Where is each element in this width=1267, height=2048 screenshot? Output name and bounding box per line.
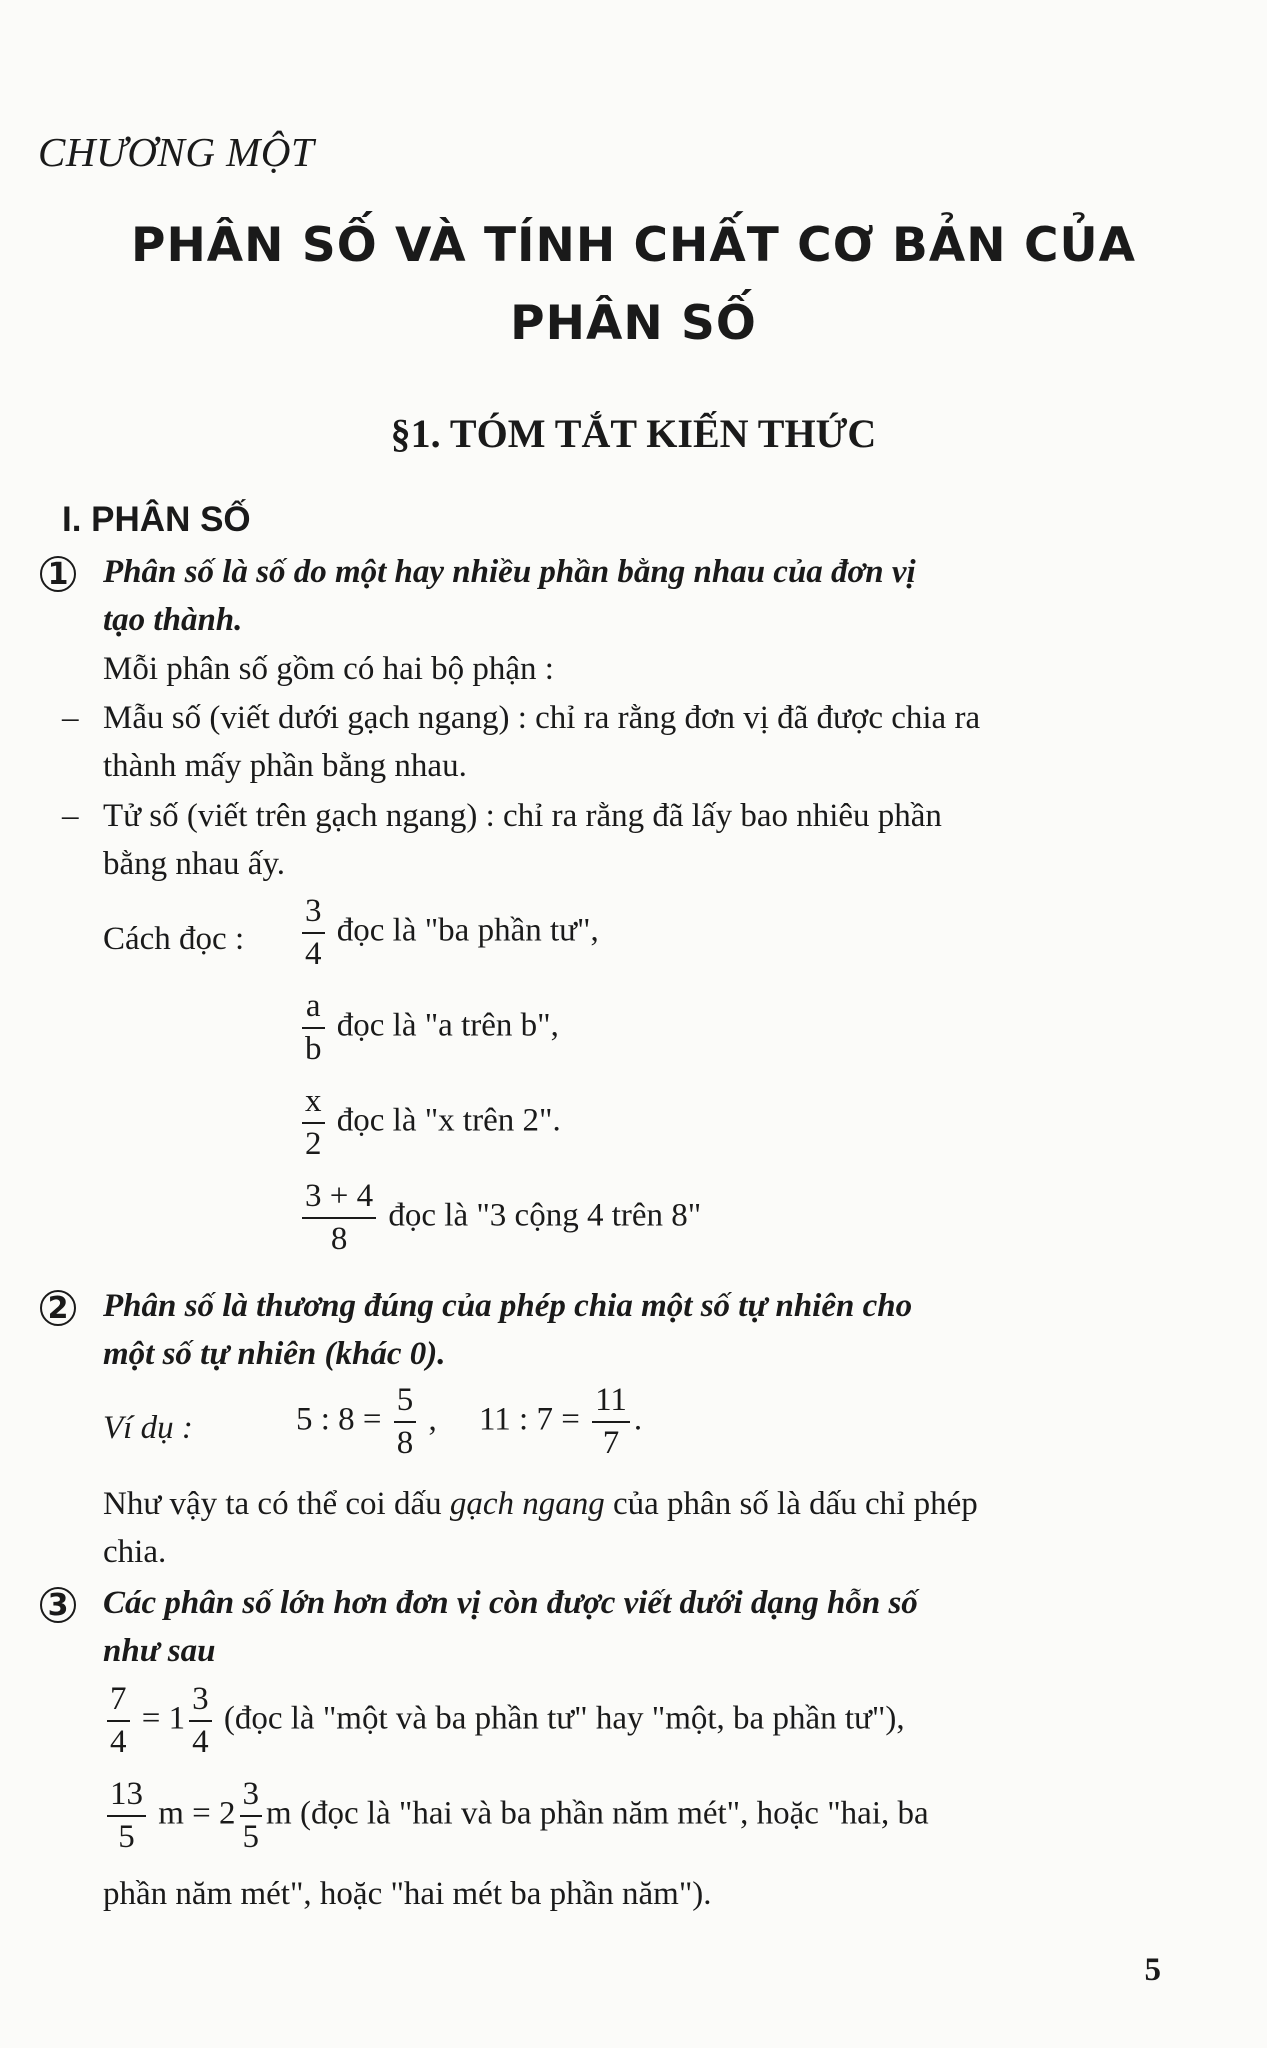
fraction: $\frac{3}{5}$ [240, 1778, 263, 1854]
item-1-statement-line2: tạo thành. [103, 602, 243, 638]
reading-text: đọc là "x trên 2". [336, 1102, 561, 1139]
reading-row-2 [298, 990, 559, 1066]
item-1-marker: 1 [40, 556, 76, 592]
note-text: Như vậy ta có thể coi dấu [103, 1486, 450, 1522]
item-2-marker: 2 [40, 1290, 76, 1326]
item-3-statement-line2: như sau [103, 1633, 216, 1669]
item-1-statement-line1: Phân số là số do một hay nhiều phần bằng nhau của đơn vị [103, 554, 916, 590]
fraction: $\frac{11}{7}$ [592, 1384, 630, 1460]
reading-row-4 [298, 1180, 701, 1256]
mixed-eq: = 1 [141, 1700, 186, 1737]
reading-text: đọc là "a trên b", [336, 1007, 559, 1044]
reading-row-1 [298, 895, 599, 971]
tu-so-line2: bằng nhau ấy. [103, 846, 286, 882]
section-title: §1. TÓM TẮT KIẾN THỨC [390, 411, 877, 456]
mau-so-line1: Mẫu số (viết dưới gạch ngang) : chỉ ra rằng đơn vị đã được chia ra [103, 700, 981, 736]
fraction: $\frac{13}{5}$ [107, 1778, 146, 1854]
mixed-number-2 [103, 1778, 929, 1854]
reading-row-3 [298, 1085, 561, 1161]
tu-so-line1: Tử số (viết trên gạch ngang) : chỉ ra rằng đã lấy bao nhiêu phần [103, 798, 942, 834]
example-2-left: 11 : 7 = [479, 1401, 580, 1438]
dash-mau-so: – [62, 700, 79, 736]
chapter-label: CHƯƠNG MỘT [38, 129, 315, 175]
fraction: $\frac{7}{4}$ [107, 1683, 130, 1759]
dash-tu-so: – [62, 798, 79, 834]
fraction: $\frac{3}{4}$ [189, 1683, 212, 1759]
mixed-unit: m [266, 1795, 292, 1832]
chapter-title-line1: PHÂN SỐ VÀ TÍNH CHẤT CƠ BẢN CỦA [131, 218, 1136, 273]
fraction: $\frac{a}{b}$ [302, 990, 325, 1066]
item-2-note-line2: chia. [103, 1534, 167, 1570]
reading-label: Cách đọc : [103, 921, 245, 957]
item-2-statement-line2: một số tự nhiên (khác 0). [103, 1336, 446, 1372]
example-separator: , [428, 1401, 437, 1438]
note-text-end: của phân số là dấu chỉ phép [604, 1486, 978, 1522]
mixed-number-1 [103, 1683, 905, 1759]
mixed-reading: (đọc là "hai và ba phần năm mét", hoặc "hai, ba [299, 1795, 929, 1832]
item-1-intro: Mỗi phân số gồm có hai bộ phận : [103, 651, 554, 687]
mixed-number-2-line2: phần năm mét", hoặc "hai mét ba phần năm"). [103, 1876, 712, 1912]
item-3-statement-line1: Các phân số lớn hơn đơn vị còn được viết dưới dạng hỗn số [103, 1585, 918, 1621]
reading-text: đọc là "3 cộng 4 trên 8" [388, 1197, 702, 1234]
mixed-reading: (đọc là "một và ba phần tư" hay "một, ba phần tư"), [223, 1700, 905, 1737]
heading-phan-so: I. PHÂN SỐ [62, 500, 251, 539]
item-2-statement-line1: Phân số là thương đúng của phép chia một số tự nhiên cho [103, 1288, 913, 1324]
example-1-left: 5 : 8 = [296, 1401, 382, 1438]
example-equations [296, 1384, 642, 1460]
note-italic: gạch ngang [449, 1486, 605, 1522]
reading-text: đọc là "ba phần tư", [336, 912, 599, 949]
item-3-marker: 3 [40, 1587, 76, 1623]
fraction: $\frac{3}{4}$ [302, 895, 325, 971]
mau-so-line2: thành mấy phần bằng nhau. [103, 748, 467, 784]
example-end: . [633, 1401, 643, 1438]
fraction: $\frac{5}{8}$ [394, 1384, 417, 1460]
example-label: Ví dụ : [103, 1410, 193, 1446]
chapter-title-line2: PHÂN SỐ [510, 296, 757, 351]
mixed-eq: m = 2 [158, 1795, 236, 1832]
item-2-note-line1 [103, 1480, 978, 1528]
fraction: $\frac{x}{2}$ [302, 1085, 325, 1161]
page-number: 5 [1144, 1952, 1161, 1988]
fraction: $\frac{3 + 4}{8}$ [302, 1180, 376, 1256]
